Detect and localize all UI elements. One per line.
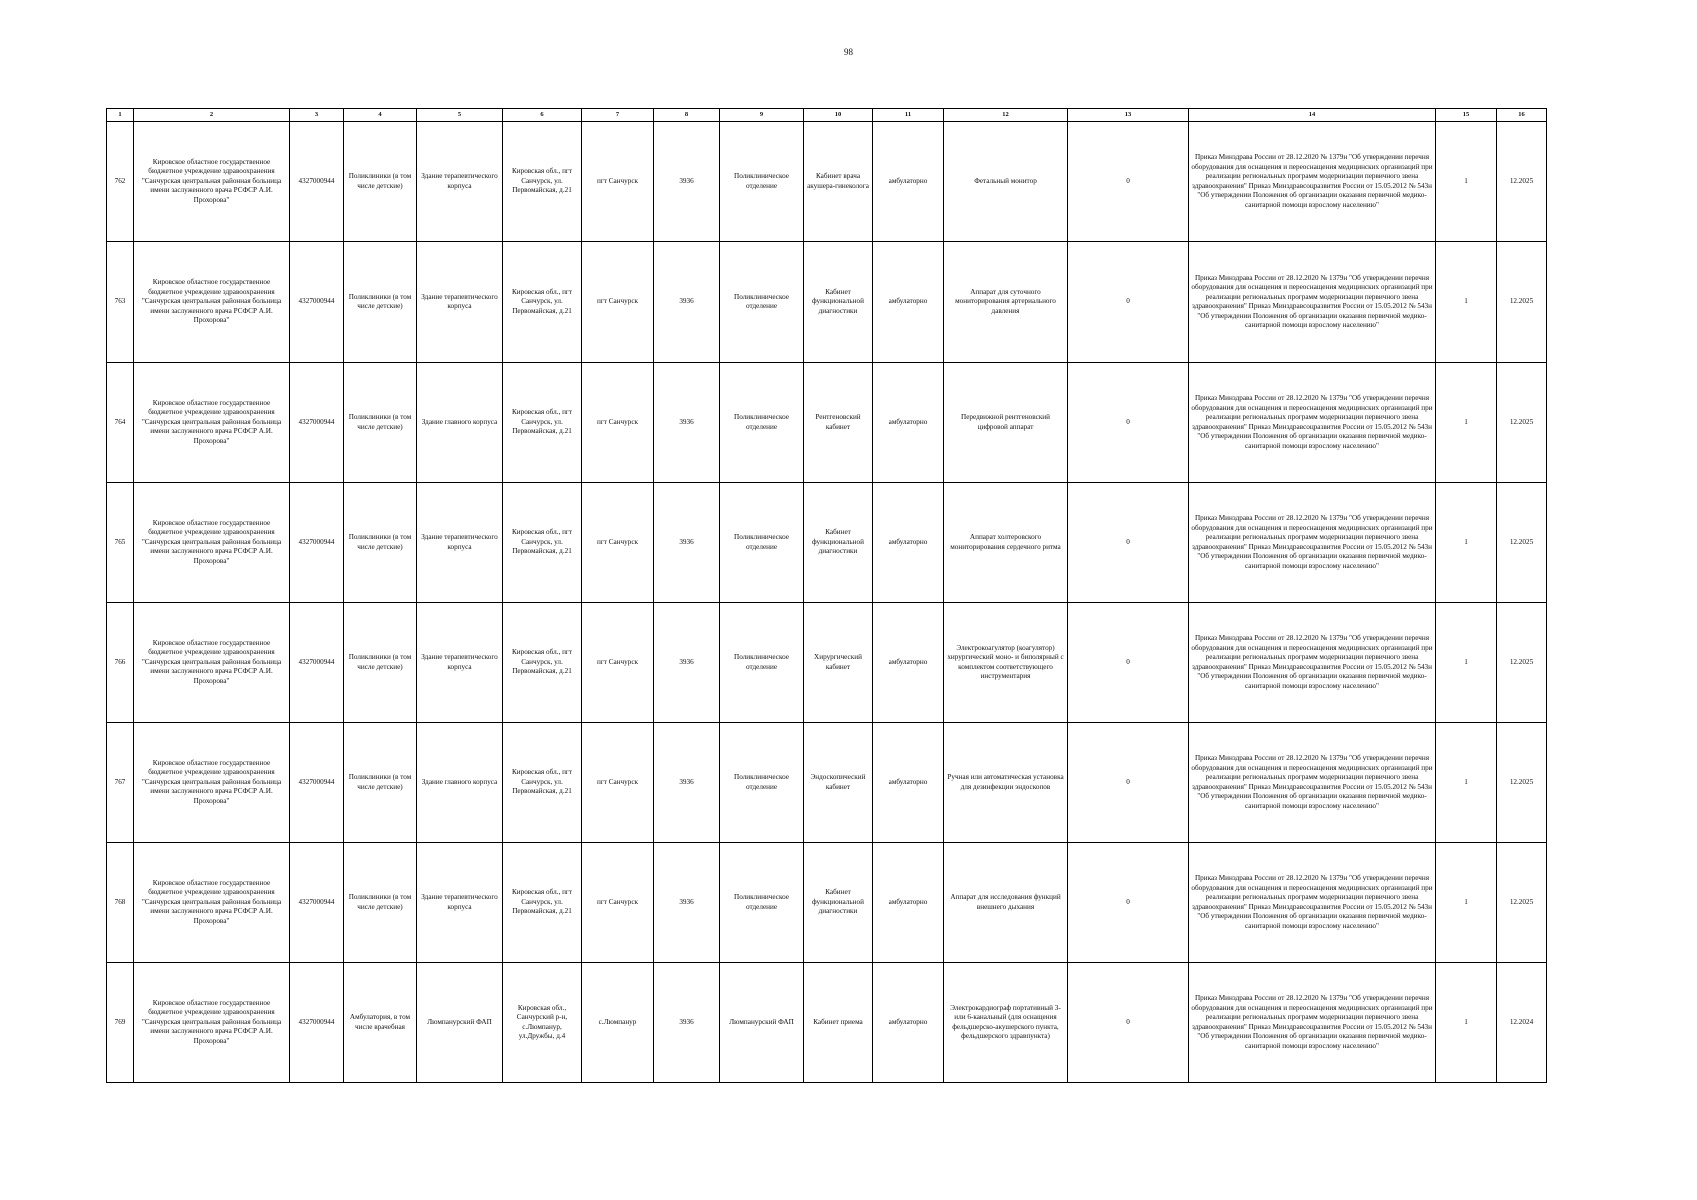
cell-equipment-name: Электрокардиограф портативный 3- или 6-канальный (для оснащения фельдшерско-акушерского пункта, фельдшерского здравпункта): [944, 963, 1068, 1083]
cell-settlement: пгт Санчурск: [582, 363, 654, 483]
cell-department: Поликлиническое отделение: [720, 723, 804, 843]
col-header-8: 8: [654, 109, 720, 122]
col-header-12: 12: [944, 109, 1068, 122]
col-header-16: 16: [1497, 109, 1547, 122]
cell-regulatory-basis: Приказ Минздрава России от 28.12.2020 № 1379н "Об утверждении перечня оборудования для оснащения и переоснащения медицинских организаций при реализации региональных программ модернизации первичного звена здравоохранения" Приказ Минздравсоцразвития России от 15.05.2012 № 543н "Об утверждении Положения об организации оказания первичной медико-санитарной помощи взрослому населению": [1189, 242, 1436, 363]
col-header-11: 11: [873, 109, 944, 122]
cell-facility-type: Поликлиники (в том числе детские): [344, 242, 417, 363]
cell-inn: 4327000944: [290, 603, 344, 723]
cell-cabinet: Кабинет приема: [804, 963, 873, 1083]
cell-settlement: пгт Санчурск: [582, 483, 654, 603]
cell-deadline: 12.2025: [1497, 723, 1547, 843]
cell-care-form: амбулаторно: [873, 122, 944, 242]
table-row: [107, 363, 1547, 483]
cell-regulatory-basis: Приказ Минздрава России от 28.12.2020 № 1379н "Об утверждении перечня оборудования для оснащения и переоснащения медицинских организаций при реализации региональных программ модернизации первичного звена здравоохранения" Приказ Минздравсоцразвития России от 15.05.2012 № 543н "Об утверждении Положения об организации оказания первичной медико-санитарной помощи взрослому населению": [1189, 483, 1436, 603]
cell-oktmo-code: 3936: [654, 603, 720, 723]
col-header-9: 9: [720, 109, 804, 122]
cell-oktmo-code: 3936: [654, 242, 720, 363]
cell-inn: 4327000944: [290, 483, 344, 603]
cell-deadline: 12.2024: [1497, 963, 1547, 1083]
table-row: [107, 483, 1547, 603]
cell-row-number: 765: [107, 483, 134, 603]
cell-building: Здание терапевтического корпуса: [417, 843, 503, 963]
cell-department: Поликлиническое отделение: [720, 603, 804, 723]
cell-equipment-name: Передвижной рентгеновский цифровой аппарат: [944, 363, 1068, 483]
cell-inn: 4327000944: [290, 363, 344, 483]
cell-regulatory-basis: Приказ Минздрава России от 28.12.2020 № 1379н "Об утверждении перечня оборудования для оснащения и переоснащения медицинских организаций при реализации региональных программ модернизации первичного звена здравоохранения" Приказ Минздравсоцразвития России от 15.05.2012 № 543н "Об утверждении Положения об организации оказания первичной медико-санитарной помощи взрослому населению": [1189, 723, 1436, 843]
cell-equipment-name: Аппарат для суточного мониторирования артериального давления: [944, 242, 1068, 363]
table-row: [107, 843, 1547, 963]
cell-quantity: 1: [1436, 483, 1497, 603]
cell-care-form: амбулаторно: [873, 483, 944, 603]
cell-inn: 4327000944: [290, 242, 344, 363]
cell-quantity: 1: [1436, 963, 1497, 1083]
cell-quantity: 1: [1436, 363, 1497, 483]
col-header-10: 10: [804, 109, 873, 122]
cell-organization-name: Кировское областное государственное бюджетное учреждение здравоохранения "Санчурская центральная районная больница имени заслуженного врача РСФСР А.И. Прохорова": [134, 483, 290, 603]
cell-oktmo-code: 3936: [654, 963, 720, 1083]
cell-inn: 4327000944: [290, 723, 344, 843]
cell-quantity: 1: [1436, 723, 1497, 843]
cell-quantity: 1: [1436, 122, 1497, 242]
cell-facility-type: Амбулатория, в том числе врачебная: [344, 963, 417, 1083]
cell-building: Здание терапевтического корпуса: [417, 483, 503, 603]
cell-deadline: 12.2025: [1497, 122, 1547, 242]
cell-cabinet: Кабинет функциональной диагностики: [804, 843, 873, 963]
cell-address: Кировская обл., Санчурский р-н, с.Люмпанур, ул.Дружбы, д.4: [503, 963, 582, 1083]
table-row: [107, 603, 1547, 723]
cell-department: Поликлиническое отделение: [720, 363, 804, 483]
cell-department: Люмпанурский ФАП: [720, 963, 804, 1083]
cell-oktmo-code: 3936: [654, 843, 720, 963]
cell-facility-type: Поликлиники (в том числе детские): [344, 483, 417, 603]
cell-deadline: 12.2025: [1497, 603, 1547, 723]
col-header-2: 2: [134, 109, 290, 122]
cell-oktmo-code: 3936: [654, 483, 720, 603]
cell-equipment-name: Ручная или автоматическая установка для дезинфекции эндоскопов: [944, 723, 1068, 843]
cell-building: Здание главного корпуса: [417, 723, 503, 843]
cell-address: Кировская обл., пгт Санчурск, ул. Первомайская, д.21: [503, 843, 582, 963]
cell-row-number: 764: [107, 363, 134, 483]
cell-regulatory-basis: Приказ Минздрава России от 28.12.2020 № 1379н "Об утверждении перечня оборудования для оснащения и переоснащения медицинских организаций при реализации региональных программ модернизации первичного звена здравоохранения" Приказ Минздравсоцразвития России от 15.05.2012 № 543н "Об утверждении Положения об организации оказания первичной медико-санитарной помощи взрослому населению": [1189, 603, 1436, 723]
table-row: [107, 963, 1547, 1083]
cell-regulatory-basis: Приказ Минздрава России от 28.12.2020 № 1379н "Об утверждении перечня оборудования для оснащения и переоснащения медицинских организаций при реализации региональных программ модернизации первичного звена здравоохранения" Приказ Минздравсоцразвития России от 15.05.2012 № 543н "Об утверждении Положения об организации оказания первичной медико-санитарной помощи взрослому населению": [1189, 843, 1436, 963]
cell-organization-name: Кировское областное государственное бюджетное учреждение здравоохранения "Санчурская центральная районная больница имени заслуженного врача РСФСР А.И. Прохорова": [134, 723, 290, 843]
cell-address: Кировская обл., пгт Санчурск, ул. Первомайская, д.21: [503, 122, 582, 242]
table-row: [107, 122, 1547, 242]
col-header-4: 4: [344, 109, 417, 122]
cell-settlement: пгт Санчурск: [582, 242, 654, 363]
cell-address: Кировская обл., пгт Санчурск, ул. Первомайская, д.21: [503, 483, 582, 603]
cell-care-form: амбулаторно: [873, 363, 944, 483]
cell-care-form: амбулаторно: [873, 963, 944, 1083]
cell-row-number: 769: [107, 963, 134, 1083]
cell-row-number: 766: [107, 603, 134, 723]
cell-cost: 0: [1068, 723, 1189, 843]
cell-deadline: 12.2025: [1497, 242, 1547, 363]
cell-organization-name: Кировское областное государственное бюджетное учреждение здравоохранения "Санчурская центральная районная больница имени заслуженного врача РСФСР А.И. Прохорова": [134, 363, 290, 483]
col-header-5: 5: [417, 109, 503, 122]
cell-cost: 0: [1068, 483, 1189, 603]
cell-care-form: амбулаторно: [873, 603, 944, 723]
cell-care-form: амбулаторно: [873, 843, 944, 963]
cell-deadline: 12.2025: [1497, 843, 1547, 963]
cell-address: Кировская обл., пгт Санчурск, ул. Первомайская, д.21: [503, 723, 582, 843]
cell-quantity: 1: [1436, 843, 1497, 963]
cell-building: Здание терапевтического корпуса: [417, 603, 503, 723]
cell-settlement: пгт Санчурск: [582, 843, 654, 963]
cell-address: Кировская обл., пгт Санчурск, ул. Первомайская, д.21: [503, 363, 582, 483]
cell-inn: 4327000944: [290, 122, 344, 242]
cell-equipment-name: Аппарат холтеровского мониторирования сердечного ритма: [944, 483, 1068, 603]
cell-cabinet: Рентгеновский кабинет: [804, 363, 873, 483]
equipment-register-table: [106, 108, 1547, 1083]
col-header-15: 15: [1436, 109, 1497, 122]
col-header-1: 1: [107, 109, 134, 122]
cell-oktmo-code: 3936: [654, 122, 720, 242]
cell-row-number: 763: [107, 242, 134, 363]
col-header-14: 14: [1189, 109, 1436, 122]
cell-organization-name: Кировское областное государственное бюджетное учреждение здравоохранения "Санчурская центральная районная больница имени заслуженного врача РСФСР А.И. Прохорова": [134, 122, 290, 242]
cell-care-form: амбулаторно: [873, 242, 944, 363]
cell-organization-name: Кировское областное государственное бюджетное учреждение здравоохранения "Санчурская центральная районная больница имени заслуженного врача РСФСР А.И. Прохорова": [134, 843, 290, 963]
cell-settlement: пгт Санчурск: [582, 122, 654, 242]
cell-department: Поликлиническое отделение: [720, 122, 804, 242]
cell-row-number: 762: [107, 122, 134, 242]
cell-settlement: пгт Санчурск: [582, 723, 654, 843]
col-header-6: 6: [503, 109, 582, 122]
cell-building: Здание терапевтического корпуса: [417, 242, 503, 363]
cell-deadline: 12.2025: [1497, 483, 1547, 603]
cell-cabinet: Эндоскопический кабинет: [804, 723, 873, 843]
table-row: [107, 242, 1547, 363]
cell-regulatory-basis: Приказ Минздрава России от 28.12.2020 № 1379н "Об утверждении перечня оборудования для оснащения и переоснащения медицинских организаций при реализации региональных программ модернизации первичного звена здравоохранения" Приказ Минздравсоцразвития России от 15.05.2012 № 543н "Об утверждении Положения об организации оказания первичной медико-санитарной помощи взрослому населению": [1189, 363, 1436, 483]
cell-oktmo-code: 3936: [654, 723, 720, 843]
cell-cost: 0: [1068, 363, 1189, 483]
cell-department: Поликлиническое отделение: [720, 242, 804, 363]
cell-care-form: амбулаторно: [873, 723, 944, 843]
cell-facility-type: Поликлиники (в том числе детские): [344, 122, 417, 242]
cell-regulatory-basis: Приказ Минздрава России от 28.12.2020 № 1379н "Об утверждении перечня оборудования для оснащения и переоснащения медицинских организаций при реализации региональных программ модернизации первичного звена здравоохранения" Приказ Минздравсоцразвития России от 15.05.2012 № 543н "Об утверждении Положения об организации оказания первичной медико-санитарной помощи взрослому населению": [1189, 963, 1436, 1083]
col-header-7: 7: [582, 109, 654, 122]
cell-address: Кировская обл., пгт Санчурск, ул. Первомайская, д.21: [503, 603, 582, 723]
col-header-3: 3: [290, 109, 344, 122]
cell-equipment-name: Электрокоагулятор (коагулятор) хирургический моно- и биполярный с комплектом соответствующего инструментария: [944, 603, 1068, 723]
col-header-13: 13: [1068, 109, 1189, 122]
cell-facility-type: Поликлиники (в том числе детские): [344, 843, 417, 963]
cell-row-number: 767: [107, 723, 134, 843]
cell-row-number: 768: [107, 843, 134, 963]
cell-facility-type: Поликлиники (в том числе детские): [344, 363, 417, 483]
cell-cabinet: Кабинет врача акушера-гинеколога: [804, 122, 873, 242]
cell-cost: 0: [1068, 963, 1189, 1083]
cell-department: Поликлиническое отделение: [720, 843, 804, 963]
cell-cabinet: Хирургический кабинет: [804, 603, 873, 723]
cell-inn: 4327000944: [290, 843, 344, 963]
cell-cost: 0: [1068, 242, 1189, 363]
cell-equipment-name: Аппарат для исследования функций внешнего дыхания: [944, 843, 1068, 963]
cell-oktmo-code: 3936: [654, 363, 720, 483]
cell-cabinet: Кабинет функциональной диагностики: [804, 483, 873, 603]
cell-cabinet: Кабинет функциональной диагностики: [804, 242, 873, 363]
cell-cost: 0: [1068, 843, 1189, 963]
cell-facility-type: Поликлиники (в том числе детские): [344, 723, 417, 843]
cell-settlement: пгт Санчурск: [582, 603, 654, 723]
cell-deadline: 12.2025: [1497, 363, 1547, 483]
cell-address: Кировская обл., пгт Санчурск, ул. Первомайская, д.21: [503, 242, 582, 363]
cell-settlement: с.Люмпанур: [582, 963, 654, 1083]
cell-equipment-name: Фетальный монитор: [944, 122, 1068, 242]
table-row: [107, 723, 1547, 843]
cell-organization-name: Кировское областное государственное бюджетное учреждение здравоохранения "Санчурская центральная районная больница имени заслуженного врача РСФСР А.И. Прохорова": [134, 963, 290, 1083]
cell-department: Поликлиническое отделение: [720, 483, 804, 603]
cell-organization-name: Кировское областное государственное бюджетное учреждение здравоохранения "Санчурская центральная районная больница имени заслуженного врача РСФСР А.И. Прохорова": [134, 242, 290, 363]
table-header-row: [107, 109, 1547, 122]
cell-building: Здание терапевтического корпуса: [417, 122, 503, 242]
cell-regulatory-basis: Приказ Минздрава России от 28.12.2020 № 1379н "Об утверждении перечня оборудования для оснащения и переоснащения медицинских организаций при реализации региональных программ модернизации первичного звена здравоохранения" Приказ Минздравсоцразвития России от 15.05.2012 № 543н "Об утверждении Положения об организации оказания первичной медико-санитарной помощи взрослому населению": [1189, 122, 1436, 242]
cell-facility-type: Поликлиники (в том числе детские): [344, 603, 417, 723]
cell-organization-name: Кировское областное государственное бюджетное учреждение здравоохранения "Санчурская центральная районная больница имени заслуженного врача РСФСР А.И. Прохорова": [134, 603, 290, 723]
cell-quantity: 1: [1436, 242, 1497, 363]
cell-building: Люмпанурский ФАП: [417, 963, 503, 1083]
cell-cost: 0: [1068, 603, 1189, 723]
page-number: 98: [844, 47, 853, 57]
cell-quantity: 1: [1436, 603, 1497, 723]
cell-inn: 4327000944: [290, 963, 344, 1083]
cell-building: Здание главного корпуса: [417, 363, 503, 483]
cell-cost: 0: [1068, 122, 1189, 242]
